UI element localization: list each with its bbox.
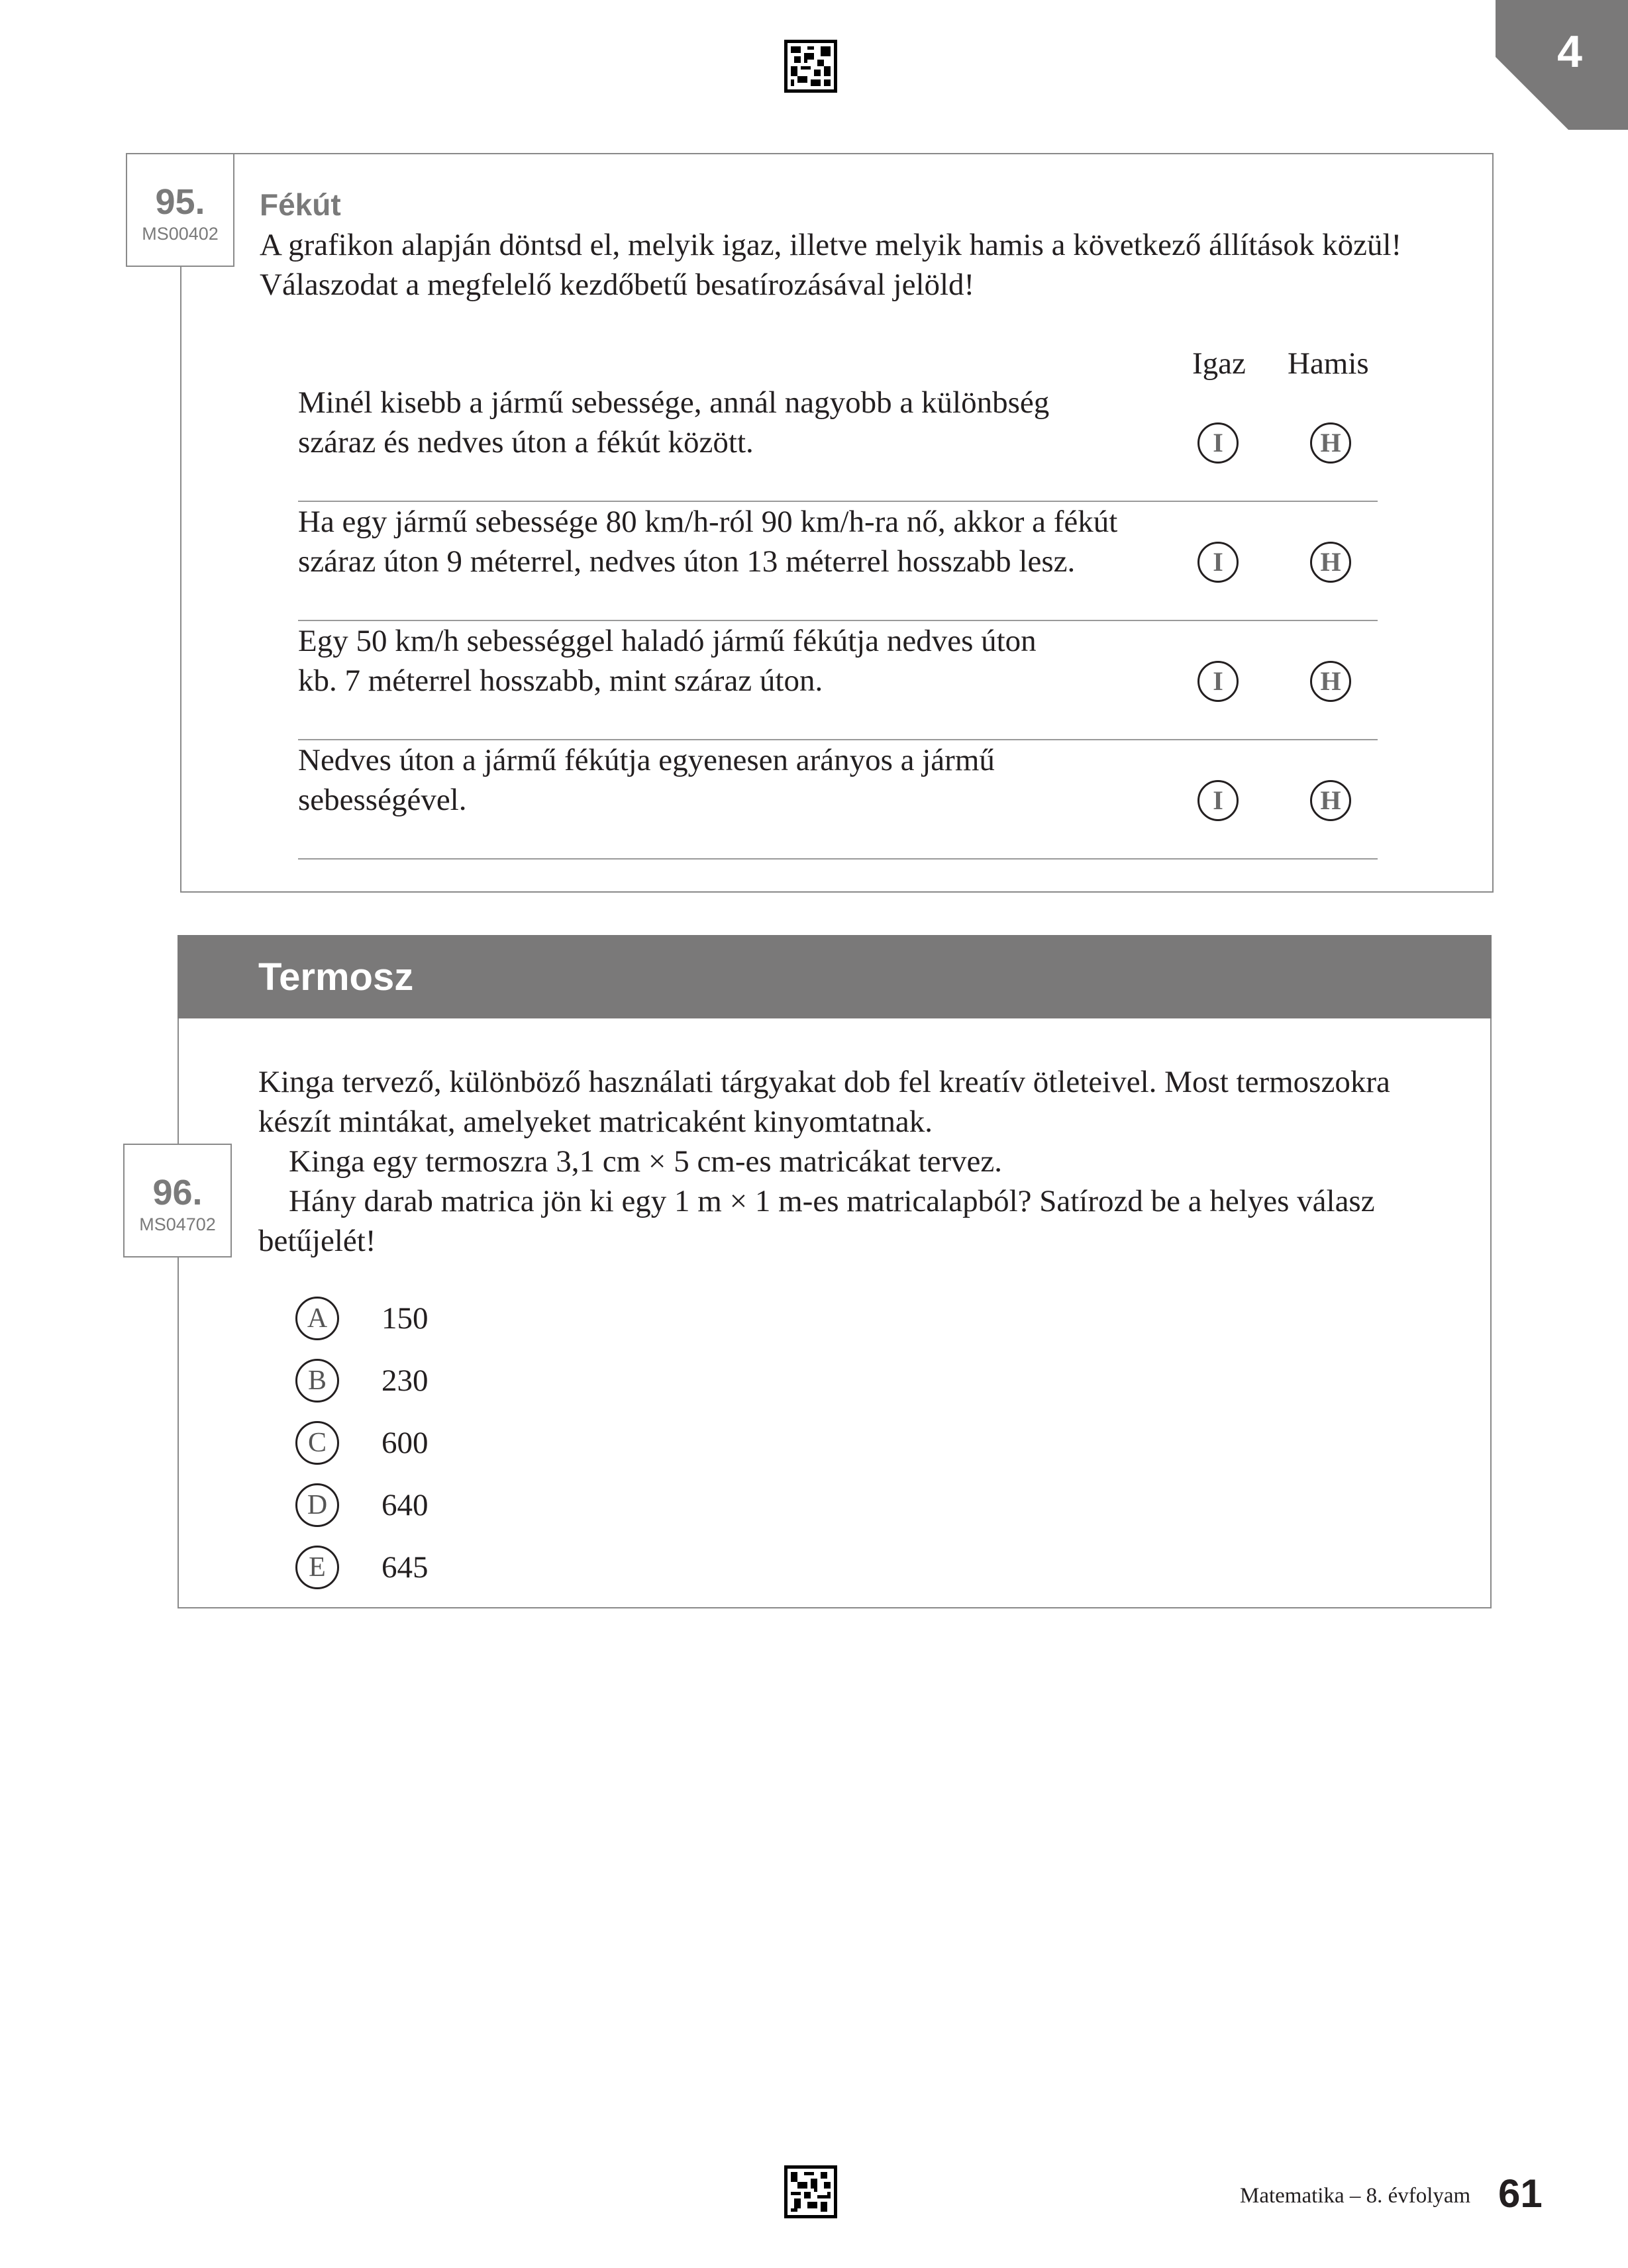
task-95-number-box: [126, 153, 234, 267]
true-answer-bubble[interactable]: I: [1197, 661, 1239, 702]
qr-code-bottom: [784, 2165, 837, 2218]
option-bubble-d[interactable]: D: [295, 1483, 339, 1527]
task-95-intro-line-1: A grafikon alapján döntsd el, melyik igaz, illetve melyik hamis a következő állítások közül!: [260, 228, 1402, 262]
qr-code-top: [784, 40, 837, 93]
statement-row: [298, 502, 1378, 621]
option-value: 600: [382, 1426, 429, 1460]
footer-subject: Matematika – 8. évfolyam: [1240, 2184, 1471, 2208]
false-answer-bubble[interactable]: H: [1310, 661, 1351, 702]
option-bubble-e[interactable]: E: [295, 1546, 339, 1589]
true-column-header: Igaz: [1192, 346, 1246, 381]
task-96-text-line-1: Kinga tervező, különböző használati tárgyakat dob fel kreatív ötleteivel. Most termoszokra: [258, 1065, 1390, 1099]
statement-text-line: száraz úton 9 méterrel, nedves úton 13 méterrel hosszabb lesz.: [298, 544, 1076, 579]
false-answer-bubble[interactable]: H: [1310, 542, 1351, 583]
statement-text-line: Nedves úton a jármű fékútja egyenesen arányos a jármű: [298, 743, 995, 777]
statement-row: [298, 740, 1378, 860]
option-value: 640: [382, 1488, 429, 1522]
task-96-text-line-3: Kinga egy termoszra 3,1 cm × 5 cm-es matricákat tervez.: [289, 1144, 1003, 1179]
task-95-intro-line-2: Válaszodat a megfelelő kezdőbetű besatírozásával jelöld!: [260, 268, 975, 302]
statement-text-line: száraz és nedves úton a fékút között.: [298, 425, 754, 460]
task-95-number: 95.: [155, 182, 205, 222]
statement-text-line: kb. 7 méterrel hosszabb, mint száraz úton.: [298, 664, 823, 698]
option-bubble-c[interactable]: C: [295, 1421, 339, 1465]
option-value: 645: [382, 1550, 429, 1585]
task-95-title: Fékút: [260, 187, 341, 222]
qr-code-icon: [784, 40, 837, 93]
chapter-number: 4: [1557, 26, 1582, 77]
option-bubble-a[interactable]: A: [295, 1297, 339, 1340]
page-number: 61: [1498, 2171, 1543, 2216]
task-96-number: 96.: [152, 1173, 203, 1212]
option-bubble-b[interactable]: B: [295, 1359, 339, 1403]
option-value: 150: [382, 1301, 429, 1336]
statement-text-line: Egy 50 km/h sebességgel haladó jármű fékútja nedves úton: [298, 624, 1037, 658]
statement-row: [298, 621, 1378, 740]
false-answer-bubble[interactable]: H: [1310, 422, 1351, 464]
task-96-code: MS04702: [139, 1214, 216, 1234]
qr-code-icon: [784, 2165, 837, 2218]
task-96-box: [178, 935, 1492, 1608]
option-value: 230: [382, 1363, 429, 1398]
statement-text-line: Ha egy jármű sebessége 80 km/h-ról 90 km/h-ra nő, akkor a fékút: [298, 505, 1118, 539]
statement-row: [298, 383, 1378, 502]
true-answer-bubble[interactable]: I: [1197, 422, 1239, 464]
section-title: Termosz: [258, 956, 414, 999]
task-95-code: MS00402: [142, 224, 219, 244]
task-96-text-line-4: Hány darab matrica jön ki egy 1 m × 1 m-es matricalapból? Satírozd be a helyes válasz: [289, 1184, 1375, 1218]
false-answer-bubble[interactable]: H: [1310, 780, 1351, 821]
task-96-number-box: [123, 1144, 232, 1257]
true-answer-bubble[interactable]: I: [1197, 542, 1239, 583]
statement-text-line: Minél kisebb a jármű sebessége, annál nagyobb a különbség: [298, 385, 1050, 420]
task-96-text-line-2: készít mintákat, amelyeket matricaként kinyomtatnak.: [258, 1105, 933, 1139]
false-column-header: Hamis: [1288, 346, 1369, 381]
statement-text-line: sebességével.: [298, 783, 467, 817]
task-96-text-line-5: betűjelét!: [258, 1224, 376, 1258]
true-answer-bubble[interactable]: I: [1197, 780, 1239, 821]
